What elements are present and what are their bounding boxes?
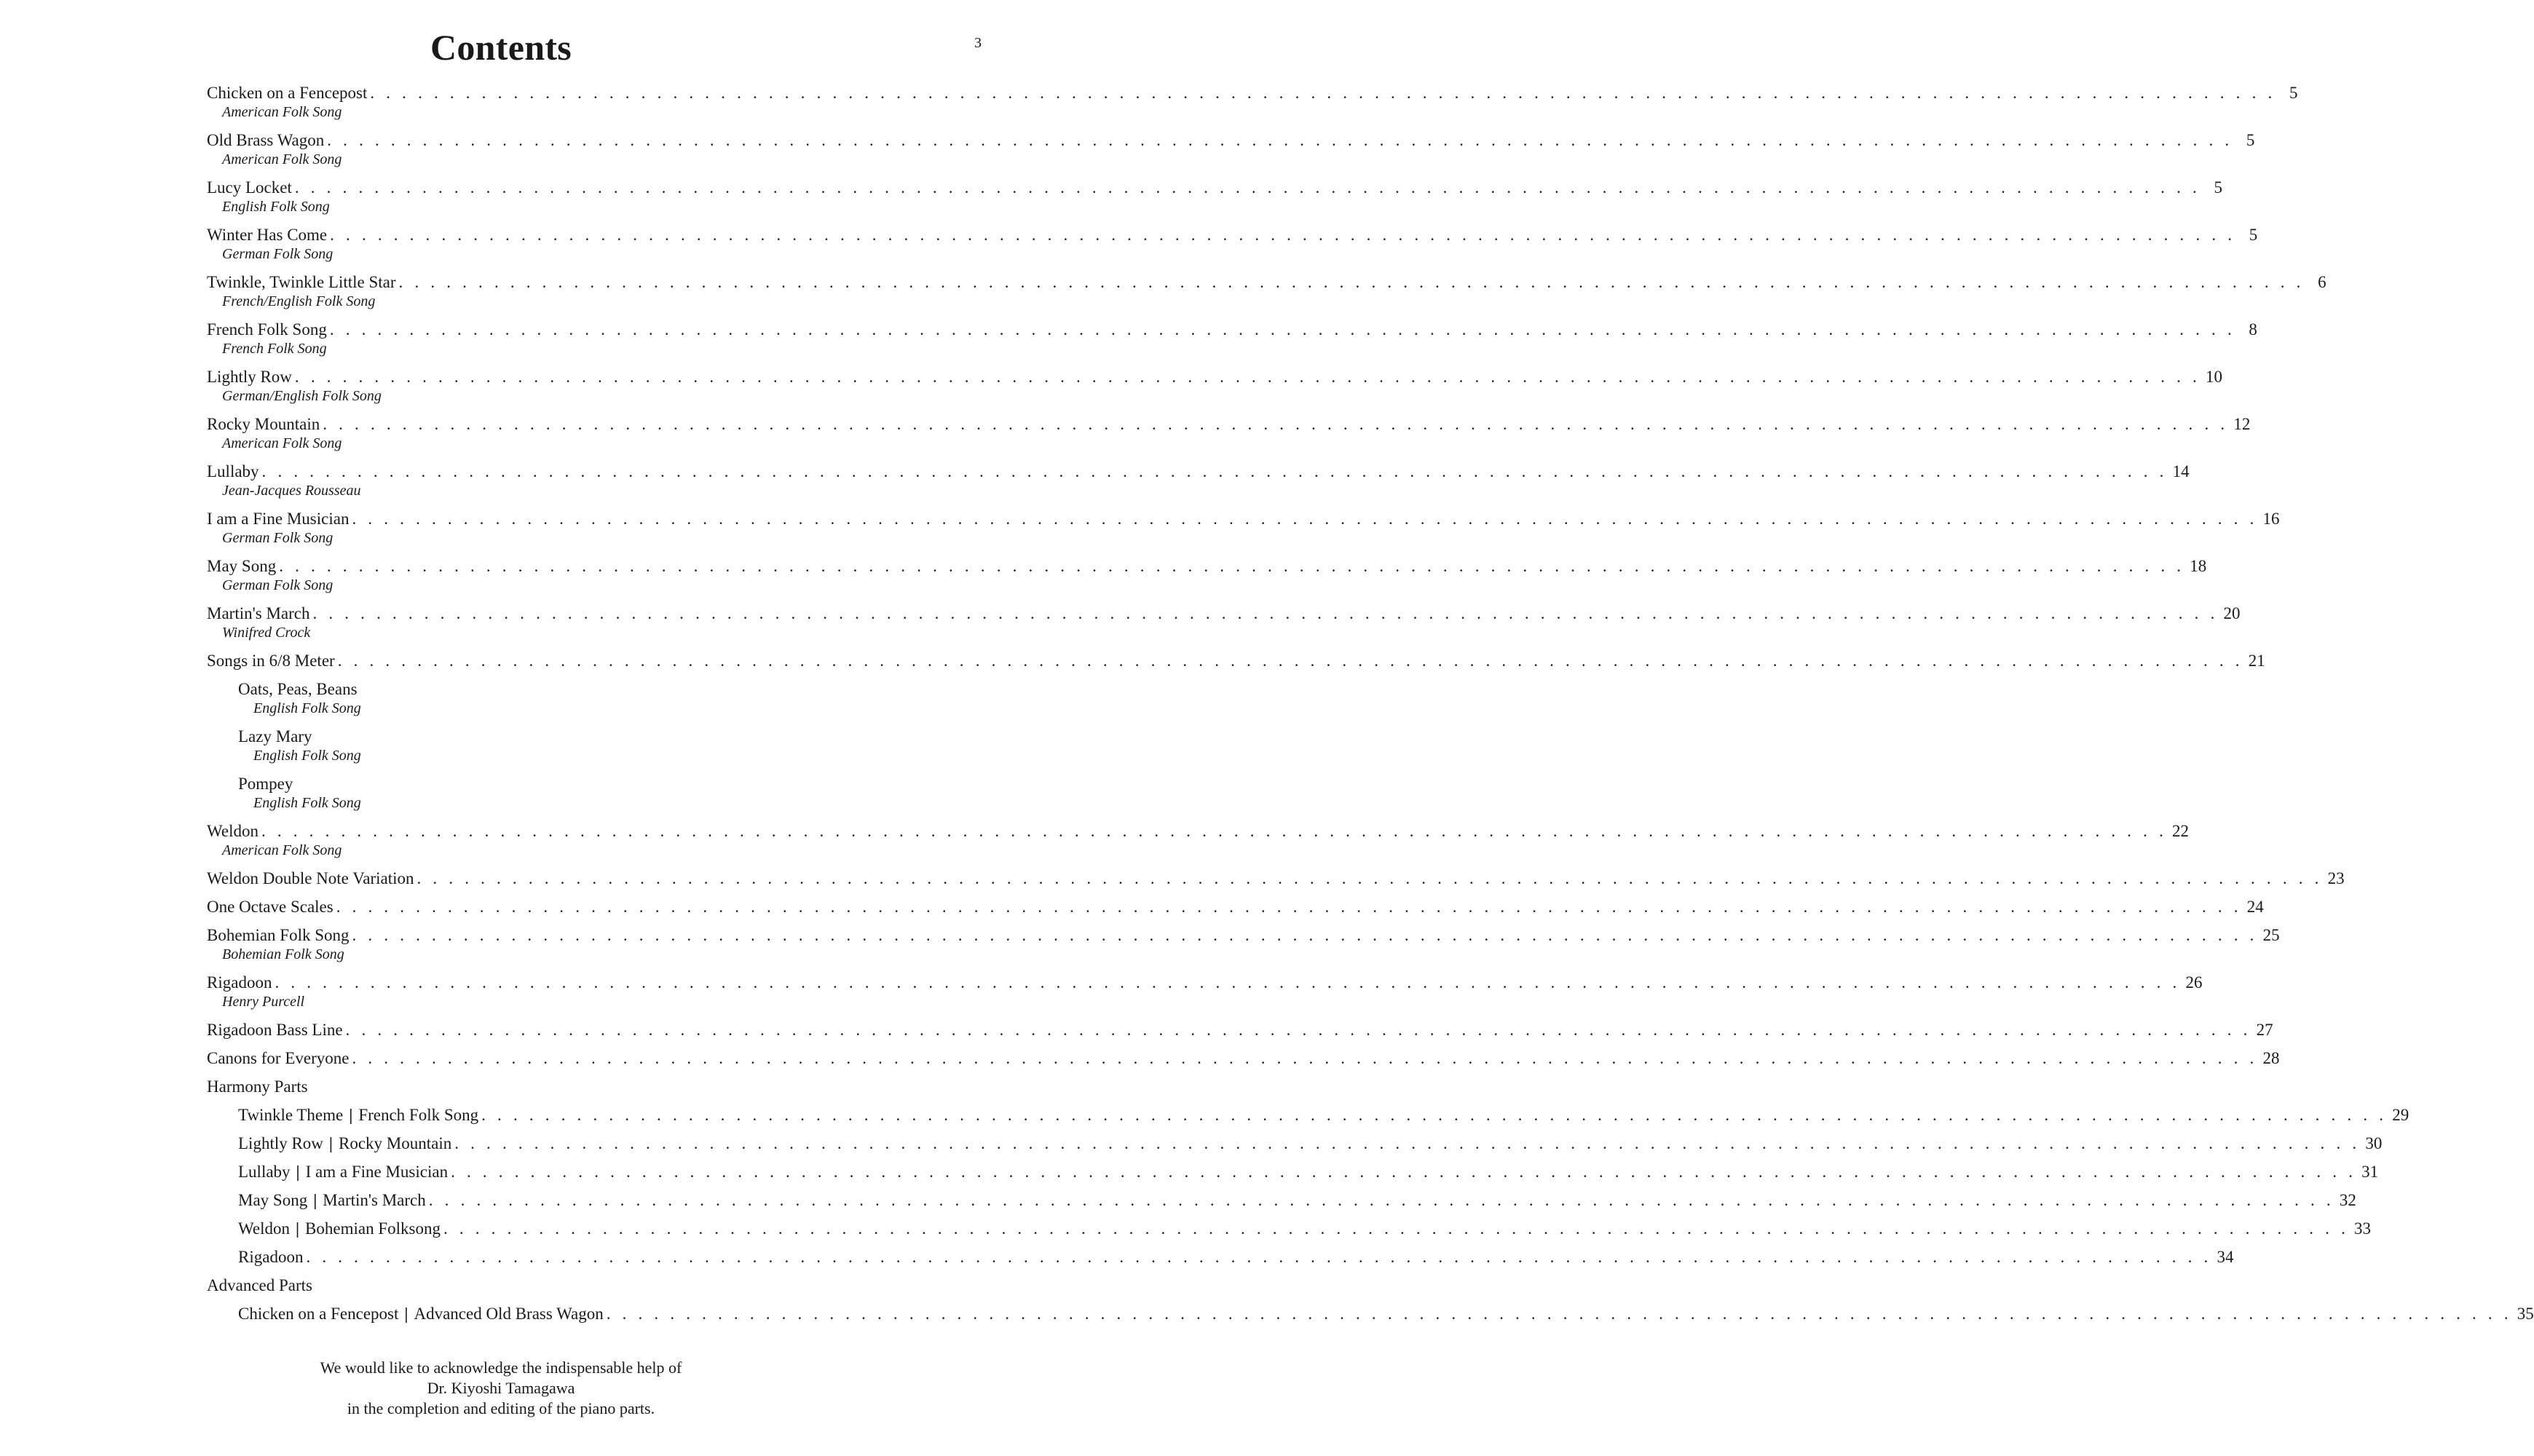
toc-line — [207, 319, 2257, 340]
toc-title: Weldon — [207, 822, 258, 840]
toc-line — [207, 650, 2265, 671]
toc-page-number: 27 — [2256, 1021, 2273, 1039]
toc-title: Pompey — [238, 775, 293, 793]
toc-title: May Song — [207, 557, 277, 575]
toc-title: Lucy Locket — [207, 178, 292, 197]
toc-entry — [207, 319, 2257, 366]
dot-leader: . . . . . . . . . . . . . . . . . . . . . . . . . . . . . . . . . . . . . . . . . . . . . . . . . . . . . . . . . . . . . . . . . . . . . . . . . . . . . . . . . . . . . . . . . . . . . . . . . . . . . . . . . . . . . . . . . . . . . . . . — [443, 1219, 2350, 1238]
dot-leader: . . . . . . . . . . . . . . . . . . . . . . . . . . . . . . . . . . . . . . . . . . . . . . . . . . . . . . . . . . . . . . . . . . . . . . . . . . . . . . . . . . . . . . . . . . . . . . . . . . . . . . . . . . . . . . . . . . . . . . . . — [352, 510, 2258, 528]
toc-line — [207, 925, 2280, 946]
toc-entry — [207, 603, 2241, 650]
toc-page-number: 20 — [2223, 604, 2241, 622]
toc-line — [207, 1275, 797, 1296]
toc-page-number: 31 — [2361, 1163, 2379, 1181]
toc-line — [207, 1019, 2273, 1040]
toc-entry — [207, 1190, 2356, 1218]
toc-line — [207, 1048, 2280, 1069]
toc-subtitle: American Folk Song — [222, 151, 342, 167]
toc-title-part: Bohemian Folksong — [305, 1219, 441, 1238]
title-separator: | — [328, 1134, 333, 1152]
toc-title — [238, 1104, 478, 1125]
dot-leader: . . . . . . . . . . . . . . . . . . . . . . . . . . . . . . . . . . . . . . . . . . . . . . . . . . . . . . . . . . . . . . . . . . . . . . . . . . . . . . . . . . . . . . . . . . . . . . . . . . . . . . . . . . . . . . . . . . . . . . . . — [294, 178, 2201, 197]
toc-subtitle: American Folk Song — [222, 104, 342, 120]
toc-page-number: 6 — [2318, 273, 2326, 291]
toc-line — [238, 1190, 2356, 1211]
toc-entry — [207, 224, 2258, 272]
toc-line — [207, 896, 2264, 917]
toc-title-part: Lullaby — [238, 1163, 291, 1181]
toc-line — [207, 1076, 797, 1097]
toc-subtitle: Winifred Crock — [222, 625, 311, 641]
toc-subtitle: Henry Purcell — [222, 994, 305, 1010]
toc-title: Weldon Double Note Variation — [207, 869, 414, 887]
toc-title: Twinkle, Twinkle Little Star — [207, 273, 396, 291]
toc-entry — [207, 272, 2326, 319]
dot-leader: . . . . . . . . . . . . . . . . . . . . . . . . . . . . . . . . . . . . . . . . . . . . . . . . . . . . . . . . . . . . . . . . . . . . . . . . . . . . . . . . . . . . . . . . . . . . . . . . . . . . . . . . . . . . . . . . . . . . . . . . — [352, 926, 2258, 944]
toc-entry — [207, 130, 2255, 177]
toc-page-number: 29 — [2392, 1106, 2409, 1124]
acknowledgement-line: in the completion and editing of the piano parts. — [347, 1399, 655, 1417]
toc-page-number: 12 — [2233, 415, 2251, 433]
toc-line — [238, 678, 797, 700]
toc-page-number: 23 — [2327, 869, 2345, 887]
dot-leader: . . . . . . . . . . . . . . . . . . . . . . . . . . . . . . . . . . . . . . . . . . . . . . . . . . . . . . . . . . . . . . . . . . . . . . . . . . . . . . . . . . . . . . . . . . . . . . . . . . . . . . . . . . . . . . . . . . . . . . . . — [323, 415, 2229, 433]
toc-entry — [207, 678, 797, 726]
toc-page-number: 26 — [2185, 973, 2203, 992]
toc-page-number: 35 — [2517, 1305, 2534, 1323]
title-separator: | — [404, 1305, 408, 1323]
toc-entry — [207, 1246, 2234, 1275]
acknowledgement-line: Dr. Kiyoshi Tamagawa — [427, 1379, 575, 1397]
toc-line — [238, 1104, 2409, 1125]
acknowledgement — [0, 1358, 1002, 1419]
toc-entry — [207, 1161, 2379, 1190]
toc-entry — [207, 1133, 2383, 1161]
title-separator: | — [349, 1106, 353, 1124]
toc-entry — [207, 925, 2280, 972]
dot-leader: . . . . . . . . . . . . . . . . . . . . . . . . . . . . . . . . . . . . . . . . . . . . . . . . . . . . . . . . . . . . . . . . . . . . . . . . . . . . . . . . . . . . . . . . . . . . . . . . . . . . . . . . . . . . . . . . . . . . . . . . — [275, 973, 2181, 992]
toc-subtitle: English Folk Song — [253, 795, 361, 811]
toc-page-number: 21 — [2248, 652, 2265, 670]
title-separator: | — [296, 1163, 300, 1181]
dot-leader: . . . . . . . . . . . . . . . . . . . . . . . . . . . . . . . . . . . . . . . . . . . . . . . . . . . . . . . . . . . . . . . . . . . . . . . . . . . . . . . . . . . . . . . . . . . . . . . . . . . . . . . . . . . . . . . . . . . . . . . . — [454, 1134, 2361, 1152]
toc-page-number: 18 — [2190, 557, 2207, 575]
toc-title-part: French Folk Song — [358, 1106, 479, 1124]
toc-entry — [207, 1048, 2280, 1076]
toc-title-part: Advanced Old Brass Wagon — [414, 1305, 604, 1323]
dot-leader: . . . . . . . . . . . . . . . . . . . . . . . . . . . . . . . . . . . . . . . . . . . . . . . . . . . . . . . . . . . . . . . . . . . . . . . . . . . . . . . . . . . . . . . . . . . . . . . . . . . . . . . . . . . . . . . . . . . . . . . . — [451, 1163, 2357, 1181]
toc-title: Rigadoon Bass Line — [207, 1021, 343, 1039]
toc-title: Old Brass Wagon — [207, 131, 325, 149]
dot-leader: . . . . . . . . . . . . . . . . . . . . . . . . . . . . . . . . . . . . . . . . . . . . . . . . . . . . . . . . . . . . . . . . . . . . . . . . . . . . . . . . . . . . . . . . . . . . . . . . . . . . . . . . . . . . . . . . . . . . . . . . — [417, 869, 2323, 887]
toc-line — [207, 868, 2345, 889]
toc-line — [238, 1133, 2383, 1154]
toc-entry — [207, 366, 2222, 414]
dot-leader: . . . . . . . . . . . . . . . . . . . . . . . . . . . . . . . . . . . . . . . . . . . . . . . . . . . . . . . . . . . . . . . . . . . . . . . . . . . . . . . . . . . . . . . . . . . . . . . . . . . . . . . . . . . . . . . . . . . . . . . . — [352, 1049, 2258, 1067]
dot-leader: . . . . . . . . . . . . . . . . . . . . . . . . . . . . . . . . . . . . . . . . . . . . . . . . . . . . . . . . . . . . . . . . . . . . . . . . . . . . . . . . . . . . . . . . . . . . . . . . . . . . . . . . . . . . . . . . . . . . . . . . — [606, 1305, 2512, 1323]
dot-leader: . . . . . . . . . . . . . . . . . . . . . . . . . . . . . . . . . . . . . . . . . . . . . . . . . . . . . . . . . . . . . . . . . . . . . . . . . . . . . . . . . . . . . . . . . . . . . . . . . . . . . . . . . . . . . . . . . . . . . . . . — [327, 131, 2233, 149]
toc-entry — [207, 773, 797, 820]
acknowledgement-line: We would like to acknowledge the indispensable help of — [320, 1358, 682, 1377]
toc-page-number: 5 — [2246, 131, 2255, 149]
toc-title: Songs in 6/8 Meter — [207, 652, 335, 670]
toc-line — [207, 461, 2190, 482]
toc-title-part: I am a Fine Musician — [305, 1163, 449, 1181]
toc-line — [207, 366, 2222, 387]
toc-subtitle: American Folk Song — [222, 842, 342, 858]
toc-title: I am a Fine Musician — [207, 510, 350, 528]
toc-entry — [207, 726, 797, 773]
dot-leader: . . . . . . . . . . . . . . . . . . . . . . . . . . . . . . . . . . . . . . . . . . . . . . . . . . . . . . . . . . . . . . . . . . . . . . . . . . . . . . . . . . . . . . . . . . . . . . . . . . . . . . . . . . . . . . . . . . . . . . . . — [337, 652, 2243, 670]
toc-line — [207, 555, 2207, 577]
toc-entry — [207, 414, 2251, 461]
dot-leader: . . . . . . . . . . . . . . . . . . . . . . . . . . . . . . . . . . . . . . . . . . . . . . . . . . . . . . . . . . . . . . . . . . . . . . . . . . . . . . . . . . . . . . . . . . . . . . . . . . . . . . . . . . . . . . . . . . . . . . . . — [306, 1248, 2212, 1266]
toc-title: Rigadoon — [207, 973, 272, 992]
dot-leader: . . . . . . . . . . . . . . . . . . . . . . . . . . . . . . . . . . . . . . . . . . . . . . . . . . . . . . . . . . . . . . . . . . . . . . . . . . . . . . . . . . . . . . . . . . . . . . . . . . . . . . . . . . . . . . . . . . . . . . . . — [481, 1106, 2388, 1124]
dot-leader: . . . . . . . . . . . . . . . . . . . . . . . . . . . . . . . . . . . . . . . . . . . . . . . . . . . . . . . . . . . . . . . . . . . . . . . . . . . . . . . . . . . . . . . . . . . . . . . . . . . . . . . . . . . . . . . . . . . . . . . . — [330, 226, 2236, 244]
toc-entry — [207, 1104, 2409, 1133]
dot-leader: . . . . . . . . . . . . . . . . . . . . . . . . . . . . . . . . . . . . . . . . . . . . . . . . . . . . . . . . . . . . . . . . . . . . . . . . . . . . . . . . . . . . . . . . . . . . . . . . . . . . . . . . . . . . . . . . . . . . . . . . — [329, 320, 2235, 339]
toc-page-number: 5 — [2249, 226, 2258, 244]
toc-line — [207, 224, 2258, 245]
toc-entry — [207, 1275, 797, 1303]
toc-subtitle: French/English Folk Song — [222, 293, 376, 309]
toc-page-number: 10 — [2205, 368, 2222, 386]
toc-title: Lullaby — [207, 462, 259, 480]
toc-title: Winter Has Come — [207, 226, 328, 244]
toc-title: Oats, Peas, Beans — [238, 680, 358, 698]
toc-page-number: 22 — [2172, 822, 2190, 840]
toc-entry — [207, 461, 2190, 508]
toc-line — [207, 177, 2222, 198]
toc-entry — [207, 868, 2345, 896]
toc-line — [207, 130, 2255, 151]
toc-title: Martin's March — [207, 604, 310, 622]
toc-subtitle: American Folk Song — [222, 435, 342, 451]
toc-title: Advanced Parts — [207, 1276, 312, 1294]
toc-title: Rocky Mountain — [207, 415, 320, 433]
table-of-contents — [207, 82, 2534, 1332]
toc-entry — [207, 1218, 2372, 1246]
toc-title-part: Chicken on a Fencepost — [238, 1305, 399, 1323]
toc-line — [207, 508, 2280, 529]
toc-title — [238, 1133, 451, 1154]
toc-entry — [207, 1303, 2534, 1332]
toc-entry — [207, 82, 2298, 130]
toc-entry — [207, 1076, 797, 1104]
dot-leader: . . . . . . . . . . . . . . . . . . . . . . . . . . . . . . . . . . . . . . . . . . . . . . . . . . . . . . . . . . . . . . . . . . . . . . . . . . . . . . . . . . . . . . . . . . . . . . . . . . . . . . . . . . . . . . . . . . . . . . . . — [345, 1021, 2251, 1039]
toc-entry — [207, 650, 2265, 678]
toc-title — [238, 1218, 441, 1239]
title-separator: | — [313, 1191, 317, 1209]
dot-leader: . . . . . . . . . . . . . . . . . . . . . . . . . . . . . . . . . . . . . . . . . . . . . . . . . . . . . . . . . . . . . . . . . . . . . . . . . . . . . . . . . . . . . . . . . . . . . . . . . . . . . . . . . . . . . . . . . . . . . . . . — [370, 84, 2276, 102]
toc-title: Canons for Everyone — [207, 1049, 350, 1067]
dot-leader: . . . . . . . . . . . . . . . . . . . . . . . . . . . . . . . . . . . . . . . . . . . . . . . . . . . . . . . . . . . . . . . . . . . . . . . . . . . . . . . . . . . . . . . . . . . . . . . . . . . . . . . . . . . . . . . . . . . . . . . . — [261, 462, 2168, 480]
toc-title — [238, 1303, 604, 1324]
toc-line — [207, 820, 2190, 842]
toc-subtitle: Jean-Jacques Rousseau — [222, 483, 361, 499]
dot-leader: . . . . . . . . . . . . . . . . . . . . . . . . . . . . . . . . . . . . . . . . . . . . . . . . . . . . . . . . . . . . . . . . . . . . . . . . . . . . . . . . . . . . . . . . . . . . . . . . . . . . . . . . . . . . . . . . . . . . . . . . — [398, 273, 2305, 291]
toc-title: Lightly Row — [207, 368, 292, 386]
toc-line — [207, 972, 2203, 993]
toc-entry — [207, 177, 2222, 224]
toc-title-part: Martin's March — [323, 1191, 426, 1209]
toc-entry — [207, 555, 2207, 603]
page-number: 3 — [974, 35, 982, 51]
dot-leader: . . . . . . . . . . . . . . . . . . . . . . . . . . . . . . . . . . . . . . . . . . . . . . . . . . . . . . . . . . . . . . . . . . . . . . . . . . . . . . . . . . . . . . . . . . . . . . . . . . . . . . . . . . . . . . . . . . . . . . . . — [428, 1191, 2334, 1209]
toc-title — [238, 1161, 448, 1182]
toc-page-number: 33 — [2354, 1219, 2372, 1238]
dot-leader: . . . . . . . . . . . . . . . . . . . . . . . . . . . . . . . . . . . . . . . . . . . . . . . . . . . . . . . . . . . . . . . . . . . . . . . . . . . . . . . . . . . . . . . . . . . . . . . . . . . . . . . . . . . . . . . . . . . . . . . . — [261, 822, 2168, 840]
toc-page-number: 34 — [2217, 1248, 2234, 1266]
dot-leader: . . . . . . . . . . . . . . . . . . . . . . . . . . . . . . . . . . . . . . . . . . . . . . . . . . . . . . . . . . . . . . . . . . . . . . . . . . . . . . . . . . . . . . . . . . . . . . . . . . . . . . . . . . . . . . . . . . . . . . . . — [312, 604, 2219, 622]
toc-subtitle: German Folk Song — [222, 246, 333, 262]
toc-title-part: Twinkle Theme — [238, 1106, 344, 1124]
toc-line — [207, 603, 2241, 624]
toc-page-number: 16 — [2262, 510, 2280, 528]
toc-line — [238, 1161, 2379, 1182]
toc-line — [238, 726, 797, 747]
toc-page-number: 30 — [2365, 1134, 2383, 1152]
toc-title-part: May Song — [238, 1191, 308, 1209]
toc-subtitle: English Folk Song — [253, 748, 361, 764]
toc-subtitle: German/English Folk Song — [222, 388, 382, 404]
toc-subtitle: German Folk Song — [222, 530, 333, 546]
toc-line — [238, 1218, 2372, 1239]
toc-page-number: 14 — [2172, 462, 2190, 480]
toc-page-number: 5 — [2214, 178, 2222, 197]
toc-line — [238, 773, 797, 794]
toc-subtitle: German Folk Song — [222, 577, 333, 593]
toc-subtitle: English Folk Song — [222, 199, 330, 215]
toc-title: Bohemian Folk Song — [207, 926, 350, 944]
toc-subtitle: Bohemian Folk Song — [222, 946, 344, 962]
dot-leader: . . . . . . . . . . . . . . . . . . . . . . . . . . . . . . . . . . . . . . . . . . . . . . . . . . . . . . . . . . . . . . . . . . . . . . . . . . . . . . . . . . . . . . . . . . . . . . . . . . . . . . . . . . . . . . . . . . . . . . . . — [294, 368, 2201, 386]
toc-page-number: 24 — [2246, 898, 2264, 916]
toc-title: Chicken on a Fencepost — [207, 84, 368, 102]
toc-page-number: 8 — [2249, 320, 2257, 339]
toc-entry — [207, 896, 2264, 925]
dot-leader: . . . . . . . . . . . . . . . . . . . . . . . . . . . . . . . . . . . . . . . . . . . . . . . . . . . . . . . . . . . . . . . . . . . . . . . . . . . . . . . . . . . . . . . . . . . . . . . . . . . . . . . . . . . . . . . . . . . . . . . . — [336, 898, 2242, 916]
page-title: Contents — [430, 27, 572, 68]
toc-title — [238, 1190, 426, 1211]
toc-title: Lazy Mary — [238, 727, 312, 745]
toc-line — [238, 1303, 2534, 1324]
title-separator: | — [295, 1219, 300, 1238]
toc-page-number: 32 — [2339, 1191, 2356, 1209]
toc-title-part: Weldon — [238, 1219, 290, 1238]
toc-page-number: 5 — [2289, 84, 2298, 102]
toc-title: One Octave Scales — [207, 898, 333, 916]
toc-entry — [207, 972, 2203, 1019]
toc-entry — [207, 508, 2280, 555]
toc-title-part: Lightly Row — [238, 1134, 323, 1152]
dot-leader: . . . . . . . . . . . . . . . . . . . . . . . . . . . . . . . . . . . . . . . . . . . . . . . . . . . . . . . . . . . . . . . . . . . . . . . . . . . . . . . . . . . . . . . . . . . . . . . . . . . . . . . . . . . . . . . . . . . . . . . . — [279, 557, 2185, 575]
toc-title: French Folk Song — [207, 320, 327, 339]
toc-line — [207, 82, 2298, 103]
toc-title: Rigadoon — [238, 1248, 304, 1266]
toc-line — [207, 414, 2251, 435]
toc-entry — [207, 820, 2190, 868]
toc-subtitle: English Folk Song — [253, 700, 361, 716]
toc-line — [207, 272, 2326, 293]
toc-page-number: 28 — [2262, 1049, 2280, 1067]
toc-title: Harmony Parts — [207, 1077, 308, 1096]
toc-subtitle: French Folk Song — [222, 341, 327, 357]
toc-line — [238, 1246, 2234, 1267]
toc-page-number: 25 — [2262, 926, 2280, 944]
toc-title-part: Rocky Mountain — [339, 1134, 452, 1152]
toc-entry — [207, 1019, 2273, 1048]
